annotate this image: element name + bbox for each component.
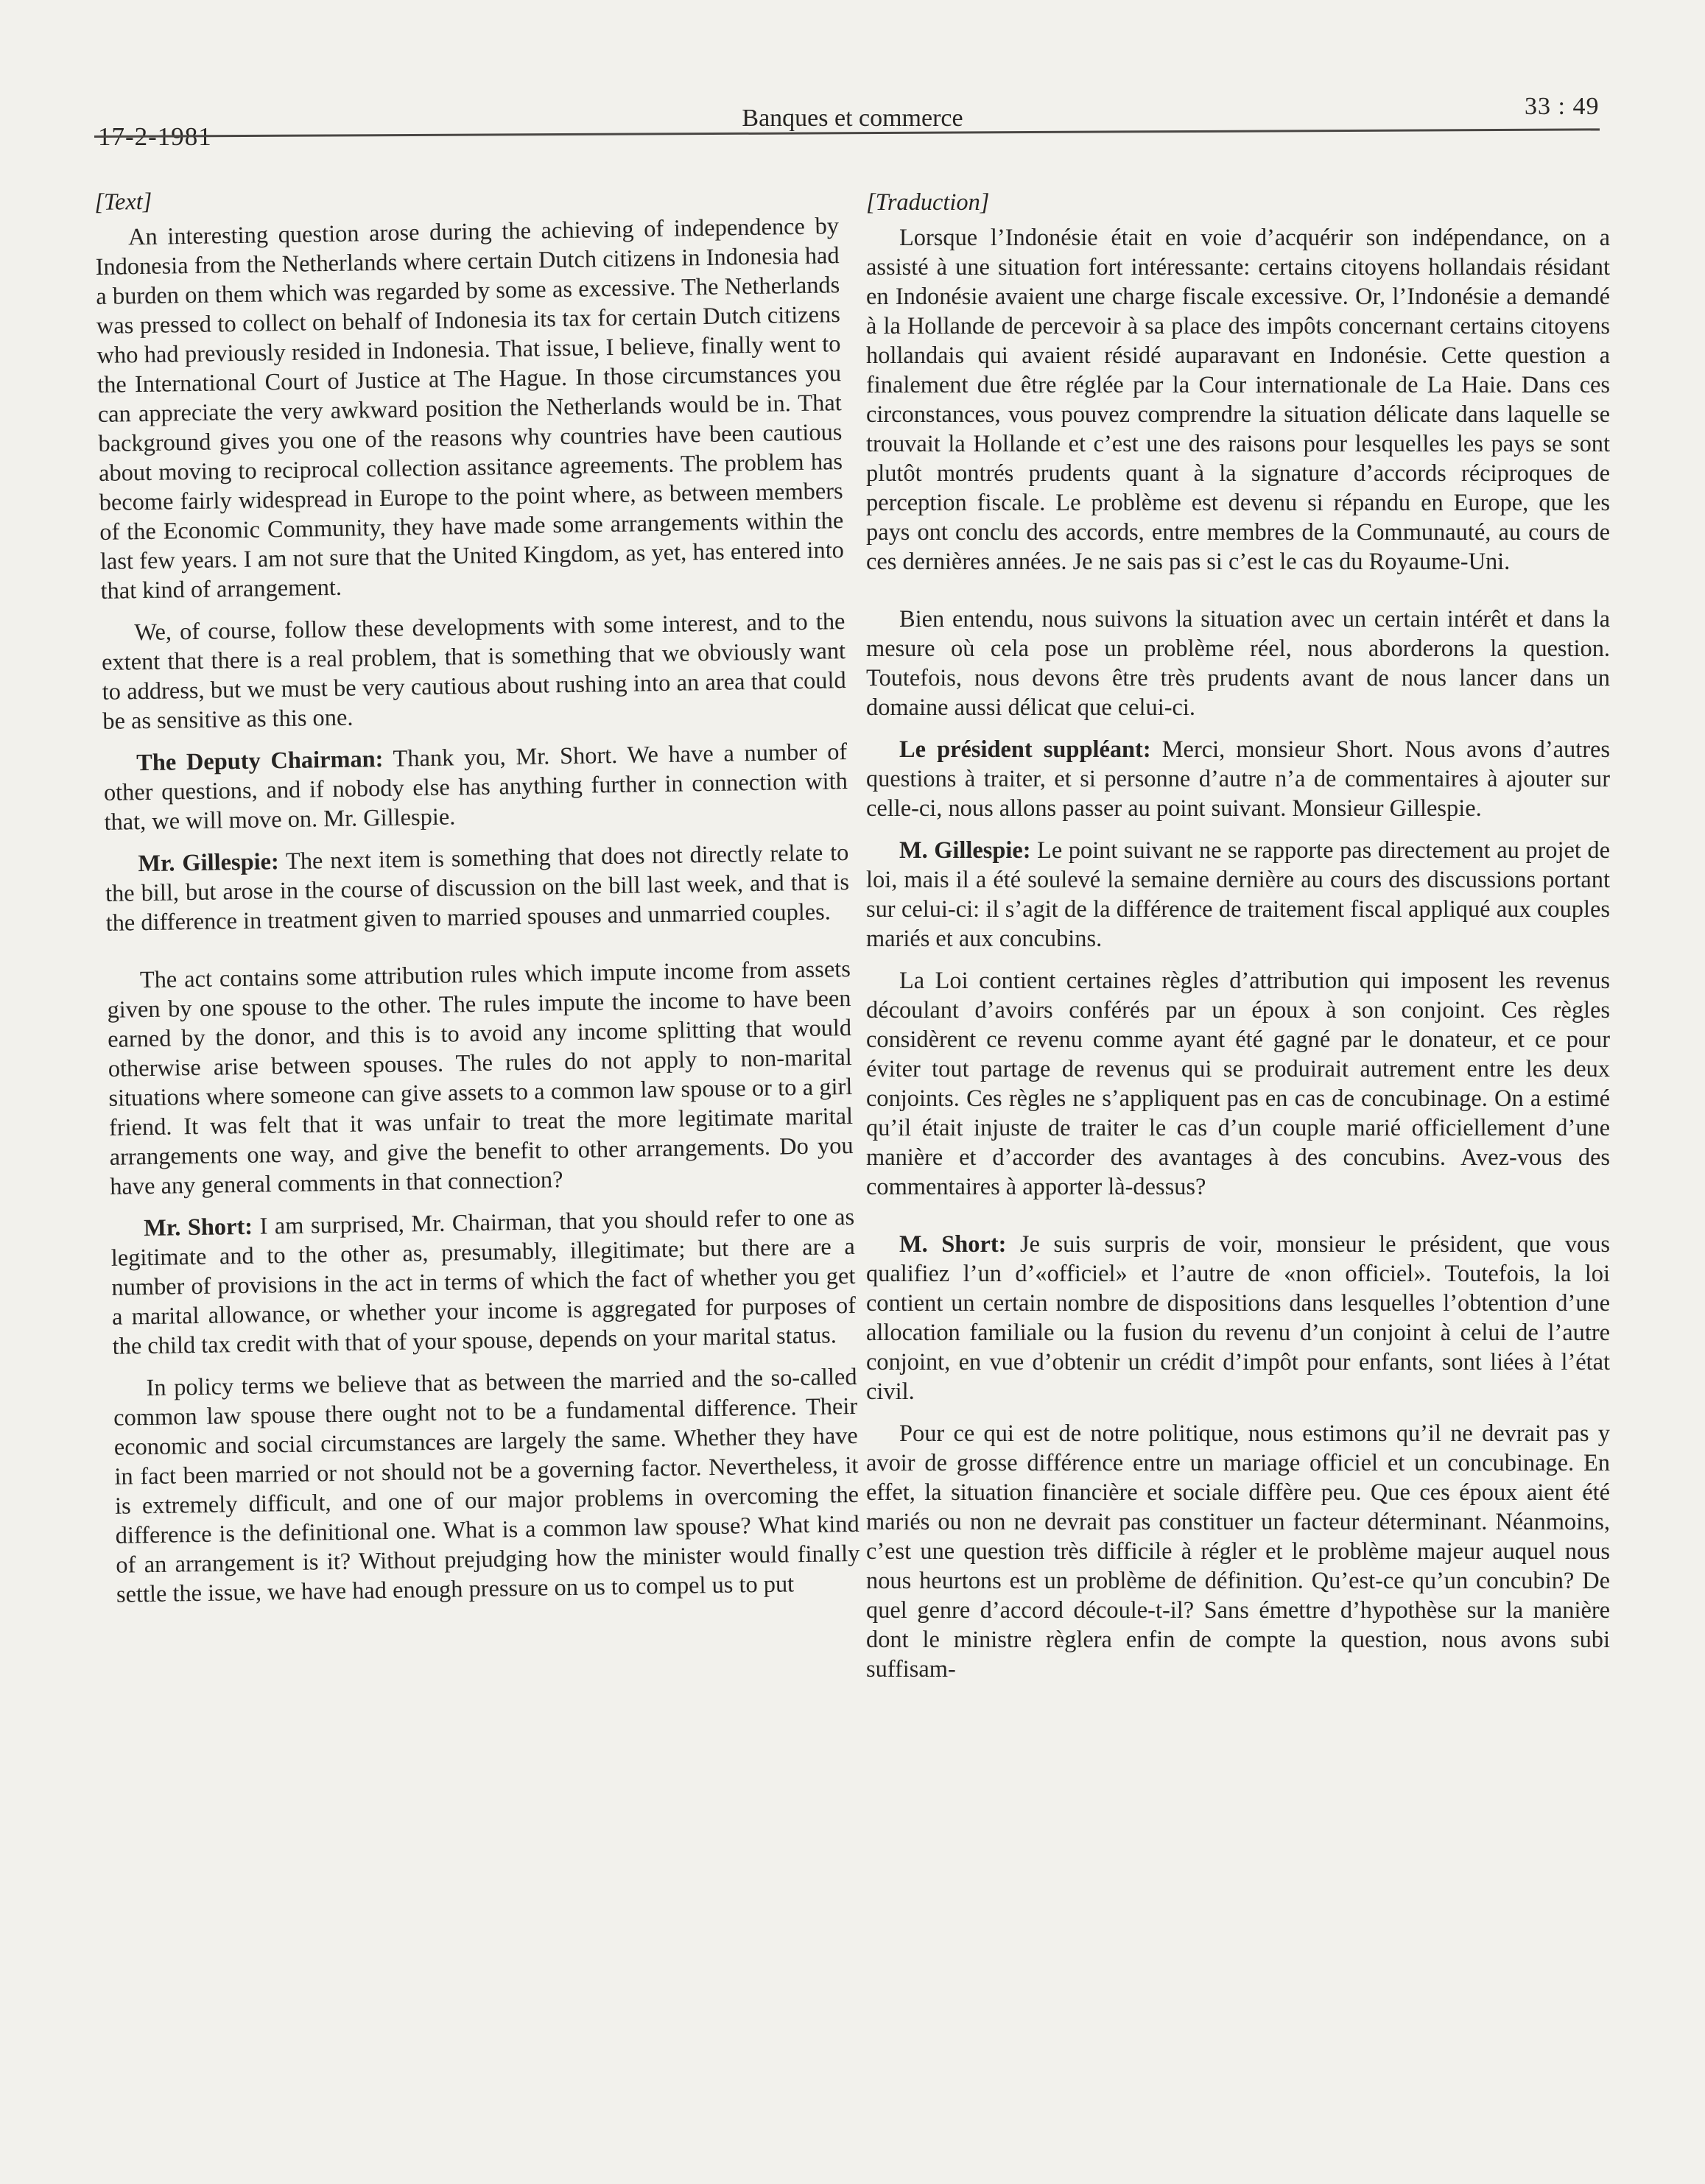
speech-text: Thank you, Mr. Short. We have a number of other questions, and if nobody else has anything further in connection with that, we will move on. Mr. Gillespie. [103, 739, 848, 836]
french-column [866, 188, 1610, 1697]
speaker-name: M. Short: [899, 1231, 1007, 1258]
section-label-traduction: [Traduction] [866, 189, 990, 216]
paragraph: Lorsque l’Indonésie était en voie d’acquérir son indépendance, on a assisté à une situation fort intéressante: certains citoyens hollandais résidant en Indonésie avaient une charge fiscale excessive. Or, l’Indonésie a demandé à la Hollande de percevoir à sa place des impôts concernant certains citoyens hollandais qui avaient résidé auparavant en Indonésie. Cette question a finalement due être réglée par la Cour internationale de La Haie. Dans ces circonstances, vous pouvez comprendre la situation délicate dans laquelle se trouvait la Hollande et c’est une des raisons pour lesquelles les pays se sont plutôt montrés prudents quant à la signature d’accords réciproques de perception fiscale. Le problème est devenu si répandu en Europe, que les pays ont conclu des accords, entre membres de la Communauté, au cours de ces dernières années. Je ne sais pas si c’est le cas du Royaume-Uni. [866, 225, 1610, 575]
paragraph: Pour ce qui est de notre politique, nous estimons qu’il ne devrait pas y avoir de grosse différence entre un mariage officiel et un concubinage. En effet, la situation financière et sociale diffère peu. Que ces époux aient été mariés ou non ne devrait pas constituer un facteur déterminant. Néanmoins, c’est une question très difficile à régler et le problème majeur auquel nous nous heurtons est un problème de définition. Qu’est-ce qu’un concubin? De quel genre d’accord découle-t-il? Sans émettre d’hypothèse sur la manière dont le ministre règlera enfin de compte la question, nous avons subi suffisam- [866, 1420, 1610, 1683]
header-page-number: 33 : 49 [1525, 93, 1600, 120]
speech-text: I am surprised, Mr. Chairman, that you should refer to one as legitimate and to the other as, presumably, illegitimate; but there are a number of provisions in the act in terms of which the fact of whether you get a marital allowance, or whether your income is aggregated for purposes of the child tax credit with that of your spouse, depends on your marital status. [110, 1203, 857, 1360]
paragraph: The act contains some attribution rules which impute income from assets given by one spouse to the other. The rules impute the income to have been earned by the donor, and this is to avoid any income splitting that would otherwise arise between spouses. The rules do not apply to non-marital situations where someone can give assets to a common law spouse or to a girl friend. It was felt that it was unfair to treat the more legitimate marital arrangements one way, and give the benefit to other arrangements. Do you have any general comments in that connection? [107, 956, 854, 1200]
speech-paragraph [110, 1202, 857, 1362]
header-date: 17-2-1981 [98, 122, 212, 151]
speaker-name: M. Gillespie: [899, 837, 1031, 864]
speaker-name: Mr. Gillespie: [138, 848, 280, 878]
speech-paragraph [866, 1230, 1610, 1406]
speech-paragraph [103, 737, 848, 837]
speaker-name: Le président suppléant: [899, 736, 1151, 763]
paragraph: La Loi contient certaines règles d’attribution qui imposent les revenus découlant d’avoirs conférés par un époux à son conjoint. Ces règles considèrent ce revenu comme ayant été gagné par le donateur, et ce pour éviter tout partage de revenus qui se produirait autrement entre les deux conjoints. Ces règles ne s’appliquent pas en cas de concubinage. On a estimé qu’il était injuste de traiter le cas d’un couple marié officiellement d’une manière et d’accorder des avantages à des concubins. Avez-vous des commentaires à apporter là-dessus? [866, 968, 1610, 1200]
header-title: Banques et commerce [742, 105, 963, 132]
speaker-name: Mr. Short: [143, 1213, 253, 1242]
speech-text: Le point suivant ne se rapporte pas directement au projet de loi, mais il a été soulevé la semaine dernière au cours des discussions portant sur celui-ci: il s’agit de la différence de traitement fiscal appliqué aux couples mariés et aux concubins. [866, 837, 1610, 952]
paragraph: An interesting question arose during the achieving of independence by Indonesia from the Netherlands where certain Dutch citizens in Indonesia had a burden on them which was regarded by some as excessive. The Netherlands was pressed to collect on behalf of Indonesia its tax for certain Dutch citizens who had previously resided in Indonesia. That issue, I believe, finally went to the International Court of Justice at The Hague. In those circumstances you can appreciate the very awkward position the Netherlands would be in. That background gives you one of the reasons why countries have been cautious about moving to reciprocal collection assitance agreements. The problem has become fairly widespread in Europe to the point where, as between members of the Economic Community, they have made some arrangements within the last few years. I am not sure that the United Kingdom, as yet, has entered into that kind of arrangement. [95, 213, 845, 605]
speech-paragraph [866, 836, 1610, 954]
speech-paragraph [866, 735, 1610, 823]
section-label-text: [Text] [94, 188, 152, 216]
paragraph: In policy terms we believe that as between the married and the so-called common law spouse there ought not to be a fundamental difference. Their economic and social circumstances are largely the same. Whether they have in fact been married or not should not be a governing factor. Nevertheless, it is extremely difficult, and one of our major problems in overcoming the difference is the definitional one. What is a common law spouse? What kind of an arrangement is it? Without prejudging how the minister would finally settle the issue, we have had enough pressure on us to compel us to put [113, 1363, 860, 1608]
speech-text: Merci, monsieur Short. Nous avons d’autres questions à traiter, et si personne d’autre n’a de commentaires à ajouter sur celle-ci, nous allons passer au point suivant. Monsieur Gillespie. [866, 736, 1610, 822]
speaker-name: The Deputy Chairman: [136, 745, 384, 777]
paragraph: Bien entendu, nous suivons la situation avec un certain intérêt et dans la mesure où cela pose un problème réel, nous aborderons la question. Toutefois, nous devons être très prudents avant de nous lancer dans un domaine aussi délicat que celui-ci. [866, 606, 1610, 721]
english-column [94, 176, 860, 1622]
speech-paragraph [105, 838, 850, 938]
speech-text: Je suis surpris de voir, monsieur le président, que vous qualifiez l’un d’«officiel» et l’autre de «non officiel». Toutefois, la loi contient un certain nombre de dispositions dans lesquelles l’obtention d’une allocation familiale ou la fusion du revenu d’un conjoint à celui de l’autre conjoint, en vue d’obtenir un crédit d’impôt pour enfants, sont liées à l’état civil. [866, 1231, 1610, 1405]
speech-text: The next item is something that does not directly relate to the bill, but arose in the course of discussion on the bill last week, and that is the difference in treatment given to married spouses and unmarried couples. [105, 839, 850, 937]
paragraph: We, of course, follow these developments with some interest, and to the extent that there is a real problem, that is something that we obviously want to address, but we must be very cautious about rushing into an area that could be as sensitive as this one. [101, 608, 846, 735]
